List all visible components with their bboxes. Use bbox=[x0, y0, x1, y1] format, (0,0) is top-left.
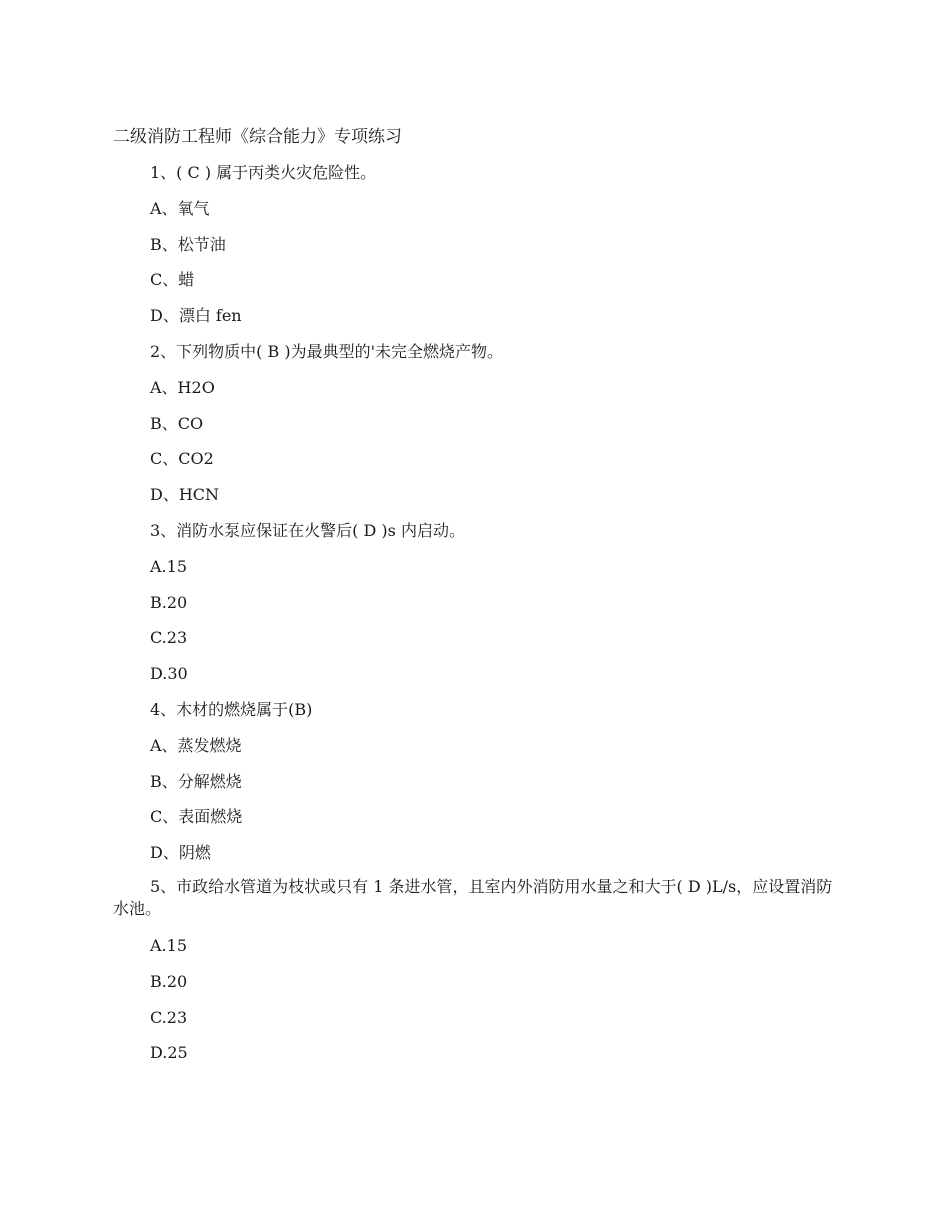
question-2: 2、下列物质中( B )为最典型的'未完全燃烧产物。 bbox=[150, 341, 503, 361]
question-3: 3、消防水泵应保证在火警后( D )s 内启动。 bbox=[150, 520, 465, 540]
q3-option-a: A.15 bbox=[150, 556, 187, 576]
q1-option-d: D、漂白 fen bbox=[150, 306, 242, 326]
q4-option-b: B、分解燃烧 bbox=[150, 771, 242, 791]
q2-option-b: B、CO bbox=[150, 413, 204, 433]
document-page bbox=[113, 124, 833, 1076]
q2-option-a: A、H2O bbox=[150, 377, 215, 397]
question-5: 5、市政给水管道为枝状或只有 1 条进水管，且室内外消防用水量之和大于( D )L/s，应设置消防水池。 bbox=[113, 876, 833, 918]
q3-option-b: B.20 bbox=[150, 592, 188, 612]
q1-option-c: C、蜡 bbox=[150, 270, 195, 290]
q2-option-c: C、CO2 bbox=[150, 449, 214, 469]
q5-option-c: C.23 bbox=[150, 1007, 188, 1027]
q3-option-d: D.30 bbox=[150, 664, 188, 684]
q5-option-d: D.25 bbox=[150, 1043, 188, 1063]
q5-option-a: A.15 bbox=[150, 935, 187, 955]
q1-option-a: A、氧气 bbox=[150, 198, 210, 218]
question-1: 1、( C ) 属于丙类火灾危险性。 bbox=[150, 163, 377, 182]
q1-option-b: B、松节油 bbox=[150, 234, 226, 254]
q4-option-d: D、阴燃 bbox=[150, 843, 211, 863]
question-4: 4、木材的燃烧属于(B) bbox=[150, 699, 313, 719]
document-title: 二级消防工程师《综合能力》专项练习 bbox=[113, 127, 402, 147]
q5-option-b: B.20 bbox=[150, 971, 188, 991]
q4-option-c: C、表面燃烧 bbox=[150, 807, 243, 827]
q3-option-c: C.23 bbox=[150, 628, 188, 648]
q4-option-a: A、蒸发燃烧 bbox=[150, 735, 242, 755]
q2-option-d: D、HCN bbox=[150, 485, 220, 505]
